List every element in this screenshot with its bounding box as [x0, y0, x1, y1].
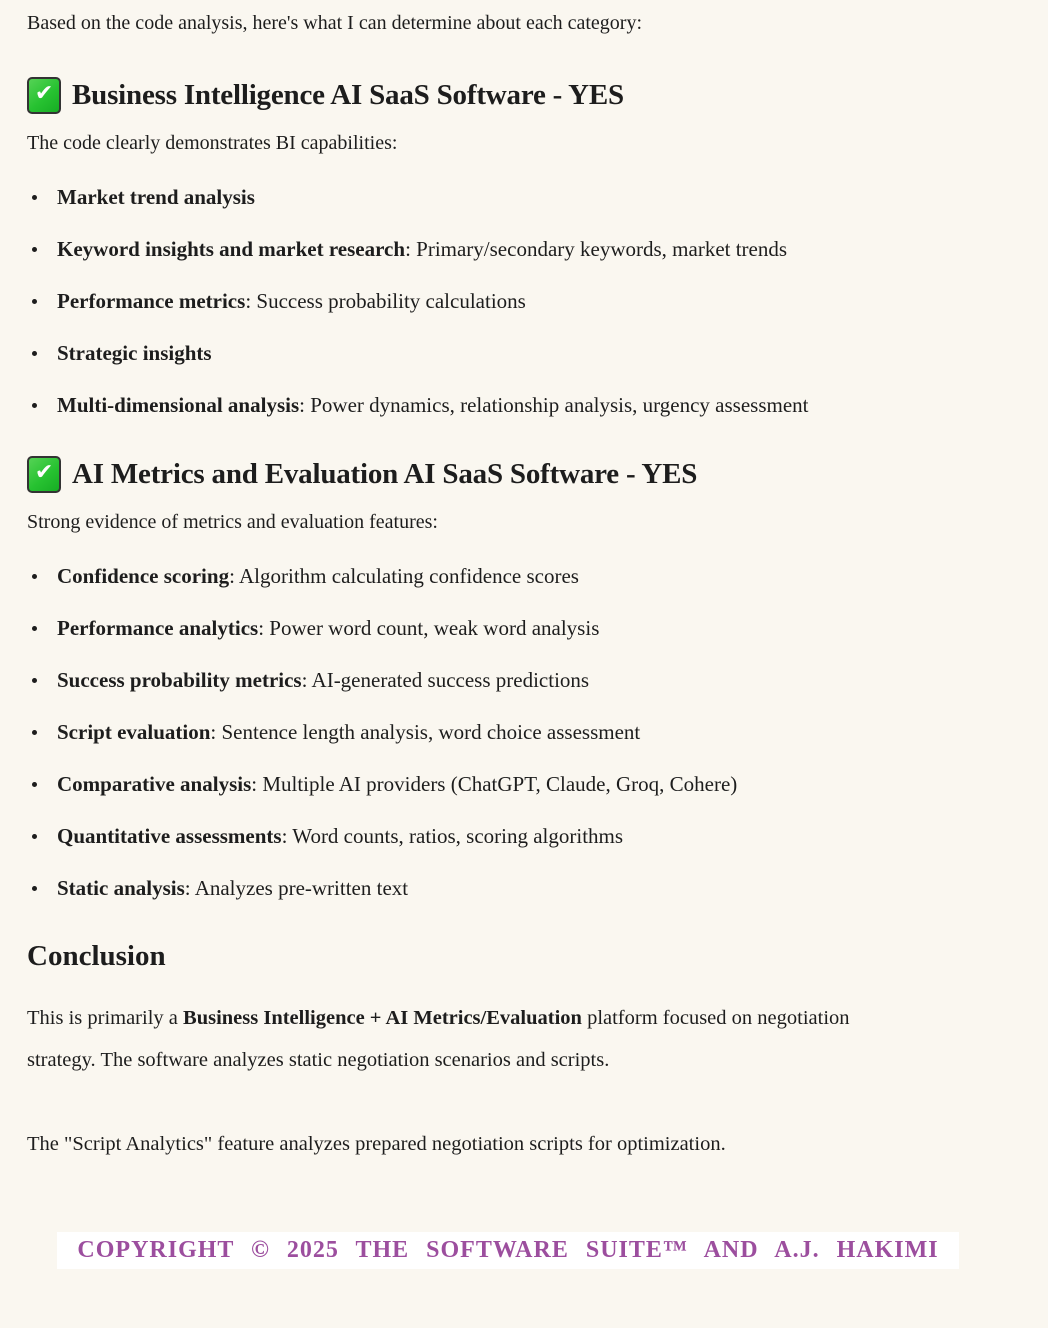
- bullet-term: Multi-dimensional analysis: [57, 393, 300, 417]
- bullet-term: Market trend analysis: [57, 185, 255, 209]
- bullet-desc: : AI-generated success predictions: [301, 668, 590, 692]
- section-heading-business-intelligence: [27, 76, 1040, 114]
- bullet-term: Strategic insights: [57, 341, 212, 365]
- note-paragraph: The "Script Analytics" feature analyzes prepared negotiation scripts for optimization.: [27, 1133, 726, 1155]
- bullet-term: Performance analytics: [57, 616, 259, 640]
- list-item: [27, 288, 1040, 315]
- section-heading-ai-metrics: [27, 455, 1040, 493]
- intro-text: Based on the code analysis, here's what I can determine about each category:: [27, 12, 643, 34]
- list-item: [27, 875, 1040, 902]
- bullet-term: Success probability metrics: [57, 668, 302, 692]
- bullet-term: Performance metrics: [57, 289, 246, 313]
- list-item: [27, 236, 1040, 263]
- bullet-desc: : Power dynamics, relationship analysis, urgency assessment: [299, 393, 809, 417]
- bullet-desc: : Word counts, ratios, scoring algorithms: [281, 824, 624, 848]
- list-item: [27, 771, 1040, 798]
- bullet-desc: : Primary/secondary keywords, market trends: [405, 237, 788, 261]
- conclusion-title: Conclusion: [27, 940, 166, 972]
- check-icon: [27, 456, 61, 493]
- bullet-term: Quantitative assessments: [57, 824, 282, 848]
- bullet-list-ai-metrics: [27, 563, 1040, 902]
- list-item: [27, 392, 1040, 419]
- list-item: [27, 719, 1040, 746]
- bullet-desc: : Analyzes pre-written text: [184, 876, 409, 900]
- bullet-term: Keyword insights and market research: [57, 237, 406, 261]
- bullet-desc: : Multiple AI providers (ChatGPT, Claude, Groq, Cohere): [251, 772, 738, 796]
- bullet-term: Script evaluation: [57, 720, 211, 744]
- section-lead: The code clearly demonstrates BI capabilities:: [27, 132, 398, 154]
- bullet-term: Static analysis: [57, 876, 185, 900]
- conclusion-text-bold: Business Intelligence + AI Metrics/Evaluation: [183, 1007, 582, 1029]
- list-item: [27, 667, 1040, 694]
- section-title-text: AI Metrics and Evaluation AI SaaS Software - YES: [72, 458, 698, 490]
- section-title-text: Business Intelligence AI SaaS Software - YES: [72, 79, 624, 111]
- bullet-list-business-intelligence: [27, 184, 1040, 419]
- section-lead: Strong evidence of metrics and evaluation features:: [27, 511, 438, 533]
- bullet-desc: : Algorithm calculating confidence scores: [229, 564, 579, 588]
- copyright-banner: [57, 1232, 959, 1269]
- check-icon: [27, 77, 61, 114]
- list-item: [27, 563, 1040, 590]
- conclusion-text-before: This is primarily a: [27, 1007, 184, 1029]
- bullet-desc: : Success probability calculations: [245, 289, 526, 313]
- bullet-desc: : Sentence length analysis, word choice assessment: [210, 720, 641, 744]
- conclusion-paragraph: [27, 997, 887, 1081]
- bullet-desc: : Power word count, weak word analysis: [258, 616, 600, 640]
- copyright-text: COPYRIGHT © 2025 THE SOFTWARE SUITE™ AND A.J. HAKIMI: [77, 1237, 939, 1263]
- bullet-term: Comparative analysis: [57, 772, 252, 796]
- list-item: [27, 615, 1040, 642]
- check-glyph: ✔: [34, 460, 54, 485]
- bullet-term: Confidence scoring: [57, 564, 230, 588]
- list-item: [27, 184, 1040, 211]
- list-item: [27, 823, 1040, 850]
- check-glyph: ✔: [34, 81, 54, 106]
- conclusion-text-after: platform focused on negotiation strategy. The software analyzes static negotiation scenarios and scripts.: [27, 1007, 850, 1071]
- list-item: [27, 340, 1040, 367]
